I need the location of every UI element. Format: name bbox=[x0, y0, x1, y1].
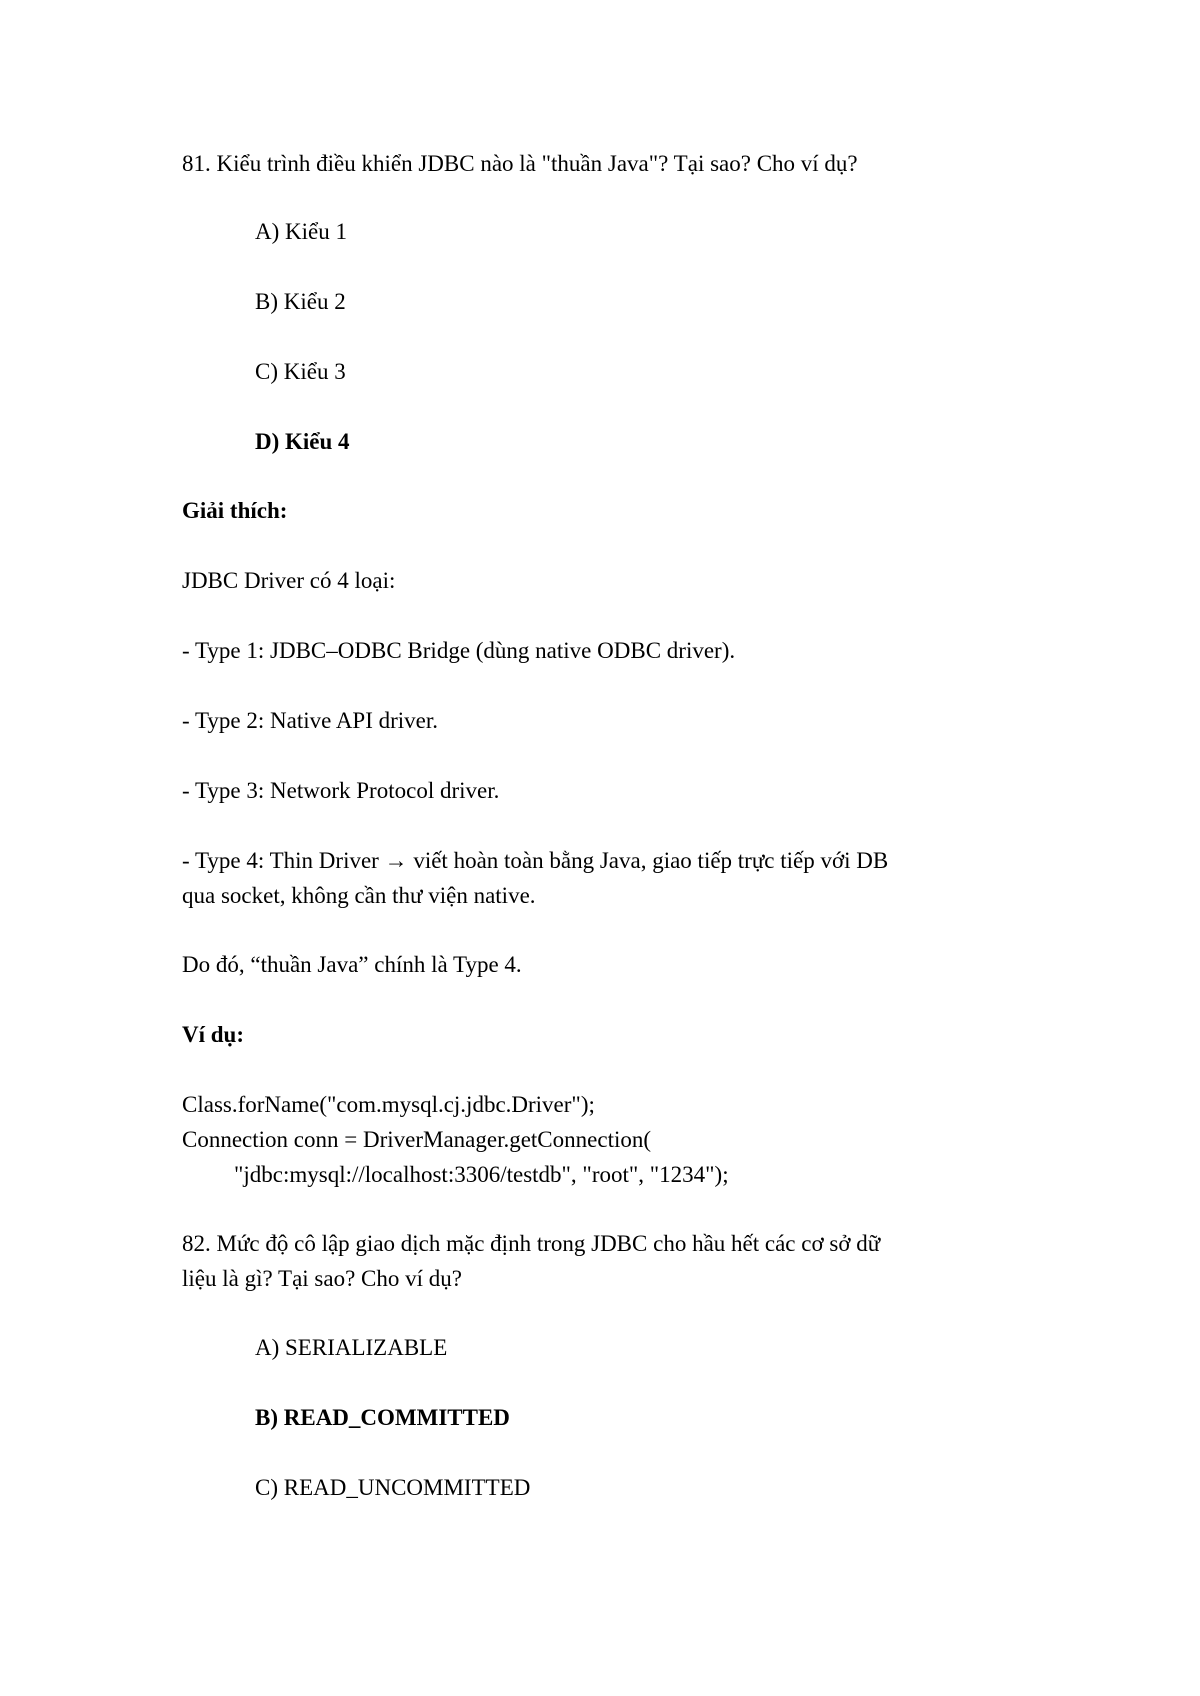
q81-option-b: B) Kiểu 2 bbox=[255, 289, 346, 314]
explanation-heading: Giải thích: bbox=[182, 498, 288, 523]
q81-option-a: A) Kiểu 1 bbox=[255, 219, 347, 244]
driver-type-4: - Type 4: Thin Driver → viết hoàn toàn bằng Java, giao tiếp trực tiếp với DB bbox=[182, 848, 889, 873]
conclusion: Do đó, “thuần Java” chính là Type 4. bbox=[182, 952, 522, 977]
driver-type-2: - Type 2: Native API driver. bbox=[182, 708, 439, 733]
code-line-1: Class.forName("com.mysql.cj.jdbc.Driver"); bbox=[182, 1092, 595, 1117]
driver-type-1: - Type 1: JDBC–ODBC Bridge (dùng native ODBC driver). bbox=[182, 638, 736, 663]
code-line-2: Connection conn = DriverManager.getConnection( bbox=[182, 1127, 652, 1152]
q82-option-a: A) SERIALIZABLE bbox=[255, 1335, 448, 1360]
q81-option-c: C) Kiểu 3 bbox=[255, 359, 346, 384]
q81-option-d-answer: D) Kiểu 4 bbox=[255, 429, 350, 454]
explanation-intro: JDBC Driver có 4 loại: bbox=[182, 568, 396, 593]
driver-type-3: - Type 3: Network Protocol driver. bbox=[182, 778, 500, 803]
q82-option-c: C) READ_UNCOMMITTED bbox=[255, 1475, 531, 1500]
question-82-line-2: liệu là gì? Tại sao? Cho ví dụ? bbox=[182, 1266, 462, 1291]
example-heading: Ví dụ: bbox=[182, 1022, 244, 1047]
question-81: 81. Kiểu trình điều khiển JDBC nào là "thuần Java"? Tại sao? Cho ví dụ? bbox=[182, 151, 858, 176]
question-82-line-1: 82. Mức độ cô lập giao dịch mặc định trong JDBC cho hầu hết các cơ sở dữ bbox=[182, 1231, 881, 1256]
q82-option-b-answer: B) READ_COMMITTED bbox=[255, 1405, 510, 1430]
code-line-3: "jdbc:mysql://localhost:3306/testdb", "root", "1234"); bbox=[234, 1162, 729, 1187]
driver-type-4-continued: qua socket, không cần thư viện native. bbox=[182, 883, 536, 908]
